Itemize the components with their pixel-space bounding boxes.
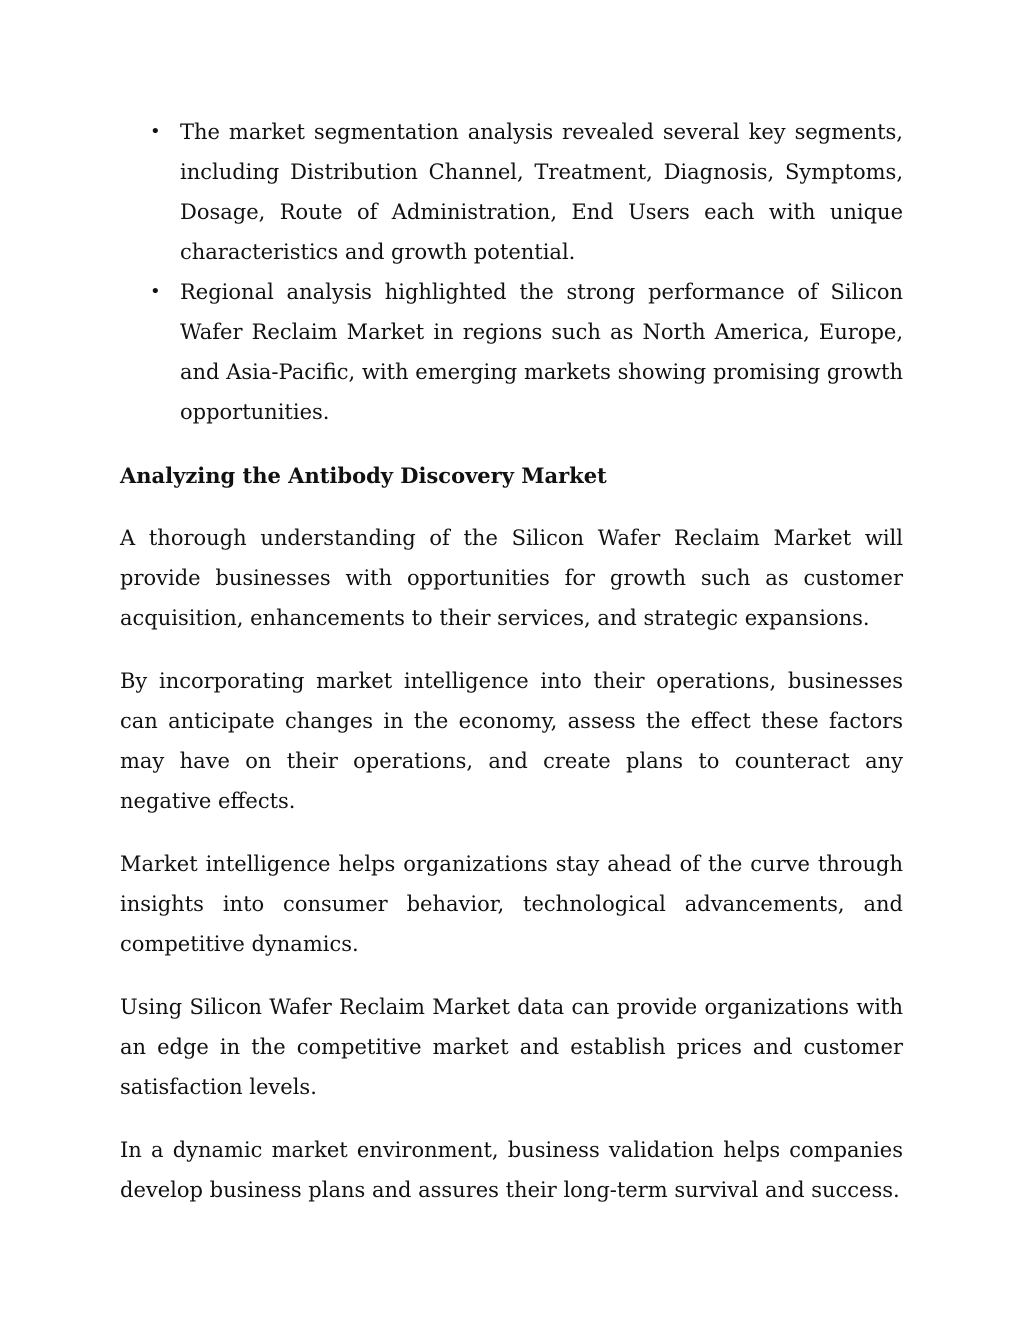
bullet-text: Regional analysis highlighted the strong performance of Silicon Wafer Reclaim Market in regions such as North America, Europe, and Asia-Pacific, with emerging markets showing promising growth opportunities.: [180, 280, 903, 424]
section-heading: Analyzing the Antibody Discovery Market: [120, 463, 607, 488]
paragraph: Using Silicon Wafer Reclaim Market data can provide organizations with an edge in the competitive market and establish prices and customer satisfaction levels.: [120, 995, 903, 1099]
list-item: [120, 272, 903, 432]
paragraph: A thorough understanding of the Silicon Wafer Reclaim Market will provide businesses with opportunities for growth such as customer acquisition, enhancements to their services, and strategic expansions.: [120, 526, 903, 630]
list-item: [120, 112, 903, 272]
paragraph: Market intelligence helps organizations stay ahead of the curve through insights into consumer behavior, technological advancements, and competitive dynamics.: [120, 852, 903, 956]
bullet-list: [120, 112, 903, 432]
bullet-icon: •: [150, 121, 161, 142]
bullet-text: The market segmentation analysis revealed several key segments, including Distribution Channel, Treatment, Diagnosis, Symptoms, Dosage, Route of Administration, End Users each with unique characteristics and growth potential.: [180, 120, 903, 264]
document-page: [120, 112, 903, 1233]
paragraph: By incorporating market intelligence into their operations, businesses can anticipate changes in the economy, assess the effect these factors may have on their operations, and create plans to counteract any negative effects.: [120, 669, 903, 813]
paragraph: In a dynamic market environment, business validation helps companies develop business plans and assures their long-term survival and success.: [120, 1138, 903, 1202]
bullet-icon: •: [150, 281, 161, 302]
